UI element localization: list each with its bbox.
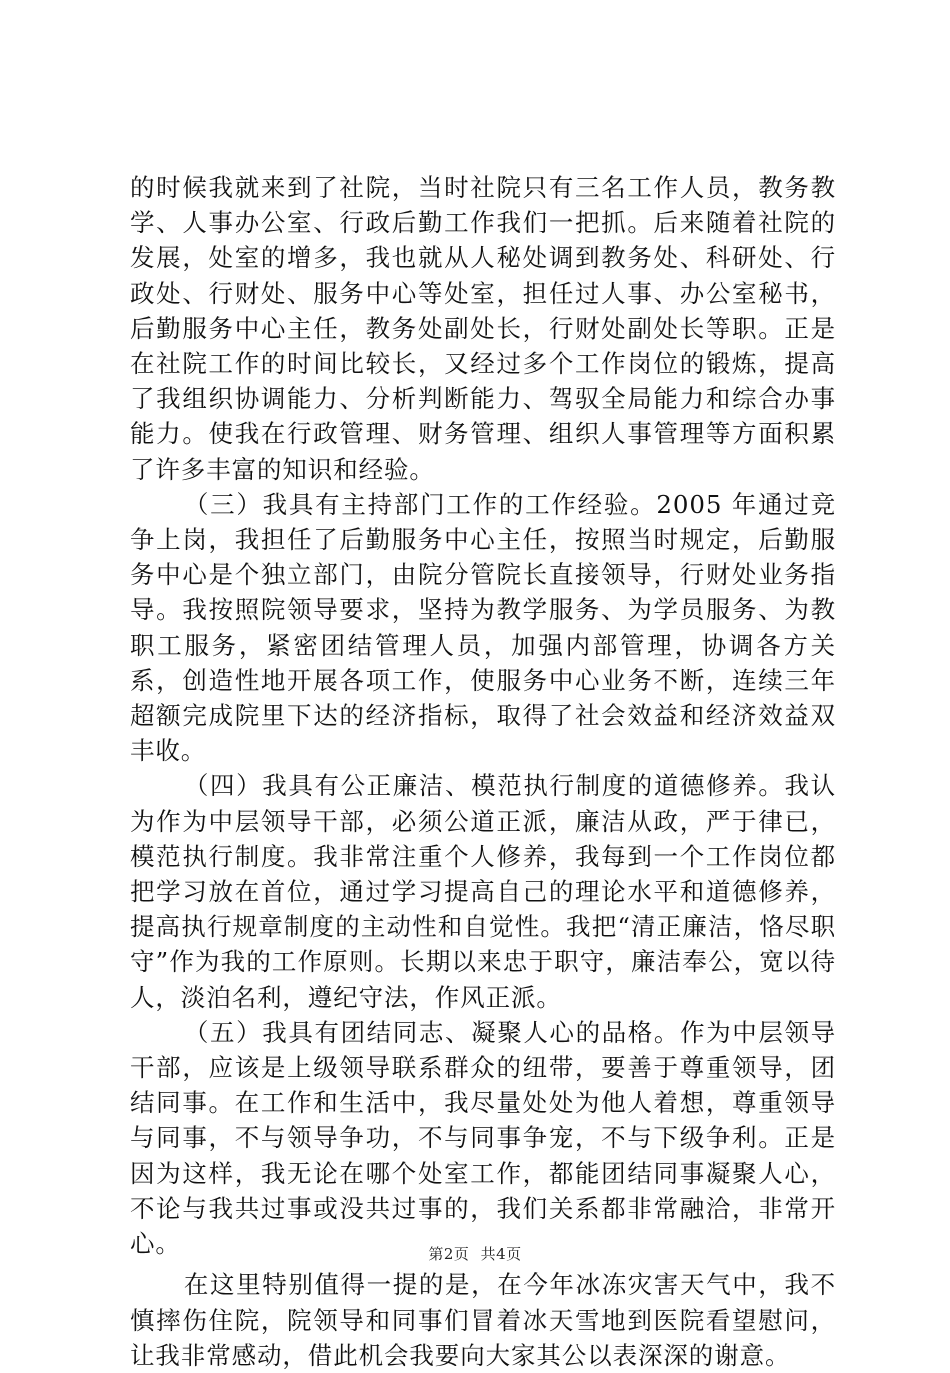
page-footer — [0, 1244, 950, 1264]
paragraph-section-five: （五）我具有团结同志、凝聚人心的品格。作为中层领导干部，应该是上级领导联系群众的纽带，要善于尊重领导，团结同事。在工作和生活中，我尽量处处为他人着想，尊重领导与同事，不与领导争功，不与同事争宠，不与下级争利。正是因为这样，我无论在哪个处室工作，都能团结同事凝聚人心，不论与我共过事或没共过事的，我们关系都非常融洽，非常开心。 — [130, 1017, 836, 1259]
document-body — [130, 170, 836, 1373]
page-total: 共4页 — [480, 1245, 522, 1263]
paragraph-section-four: （四）我具有公正廉洁、模范执行制度的道德修养。我认为作为中层领导干部，必须公道正派，廉洁从政，严于律已，模范执行制度。我非常注重个人修养，我每到一个工作岗位都把学习放在首位，通过学习提高自己的理论水平和道德修养，提高执行规章制度的主动性和自觉性。我把“清正廉洁，恪尽职守”作为我的工作原则。长期以来忠于职守，廉洁奉公，宽以待人，淡泊名利，遵纪守法，作风正派。 — [130, 771, 836, 1012]
paragraph-section-three: （三）我具有主持部门工作的工作经验。2005 年通过竞争上岗，我担任了后勤服务中心主任，按照当时规定，后勤服务中心是个独立部门，由院分管院长直接领导，行财处业务指导。我按照院领导要求，坚持为教学服务、为学员服务、为教职工服务，紧密团结管理人员，加强内部管理，协调各方关系，创造性地开展各项工作，使服务中心业务不断，连续三年超额完成院里下达的经济指标，取得了社会效益和经济效益双丰收。 — [130, 489, 836, 766]
paragraph-thanks: 在这里特别值得一提的是，在今年冰冻灾害天气中，我不慎摔伤住院，院领导和同事们冒着冰天雪地到医院看望慰问，让我非常感动，借此机会我要向大家其公以表深深的谢意。 — [130, 1270, 836, 1370]
page-number: 第2页 — [428, 1245, 470, 1263]
paragraph-continued: 的时候我就来到了社院，当时社院只有三名工作人员，教务教学、人事办公室、行政后勤工作我们一把抓。后来随着社院的发展，处室的增多，我也就从人秘处调到教务处、科研处、行政处、行财处、服务中心等处室，担任过人事、办公室秘书，后勤服务中心主任，教务处副处长，行财处副处长等职。正是在社院工作的时间比较长，又经过多个工作岗位的锻炼，提高了我组织协调能力、分析判断能力、驾驭全局能力和综合办事能力。使我在行政管理、财务管理、组织人事管理等方面积累了许多丰富的知识和经验。 — [130, 173, 836, 484]
